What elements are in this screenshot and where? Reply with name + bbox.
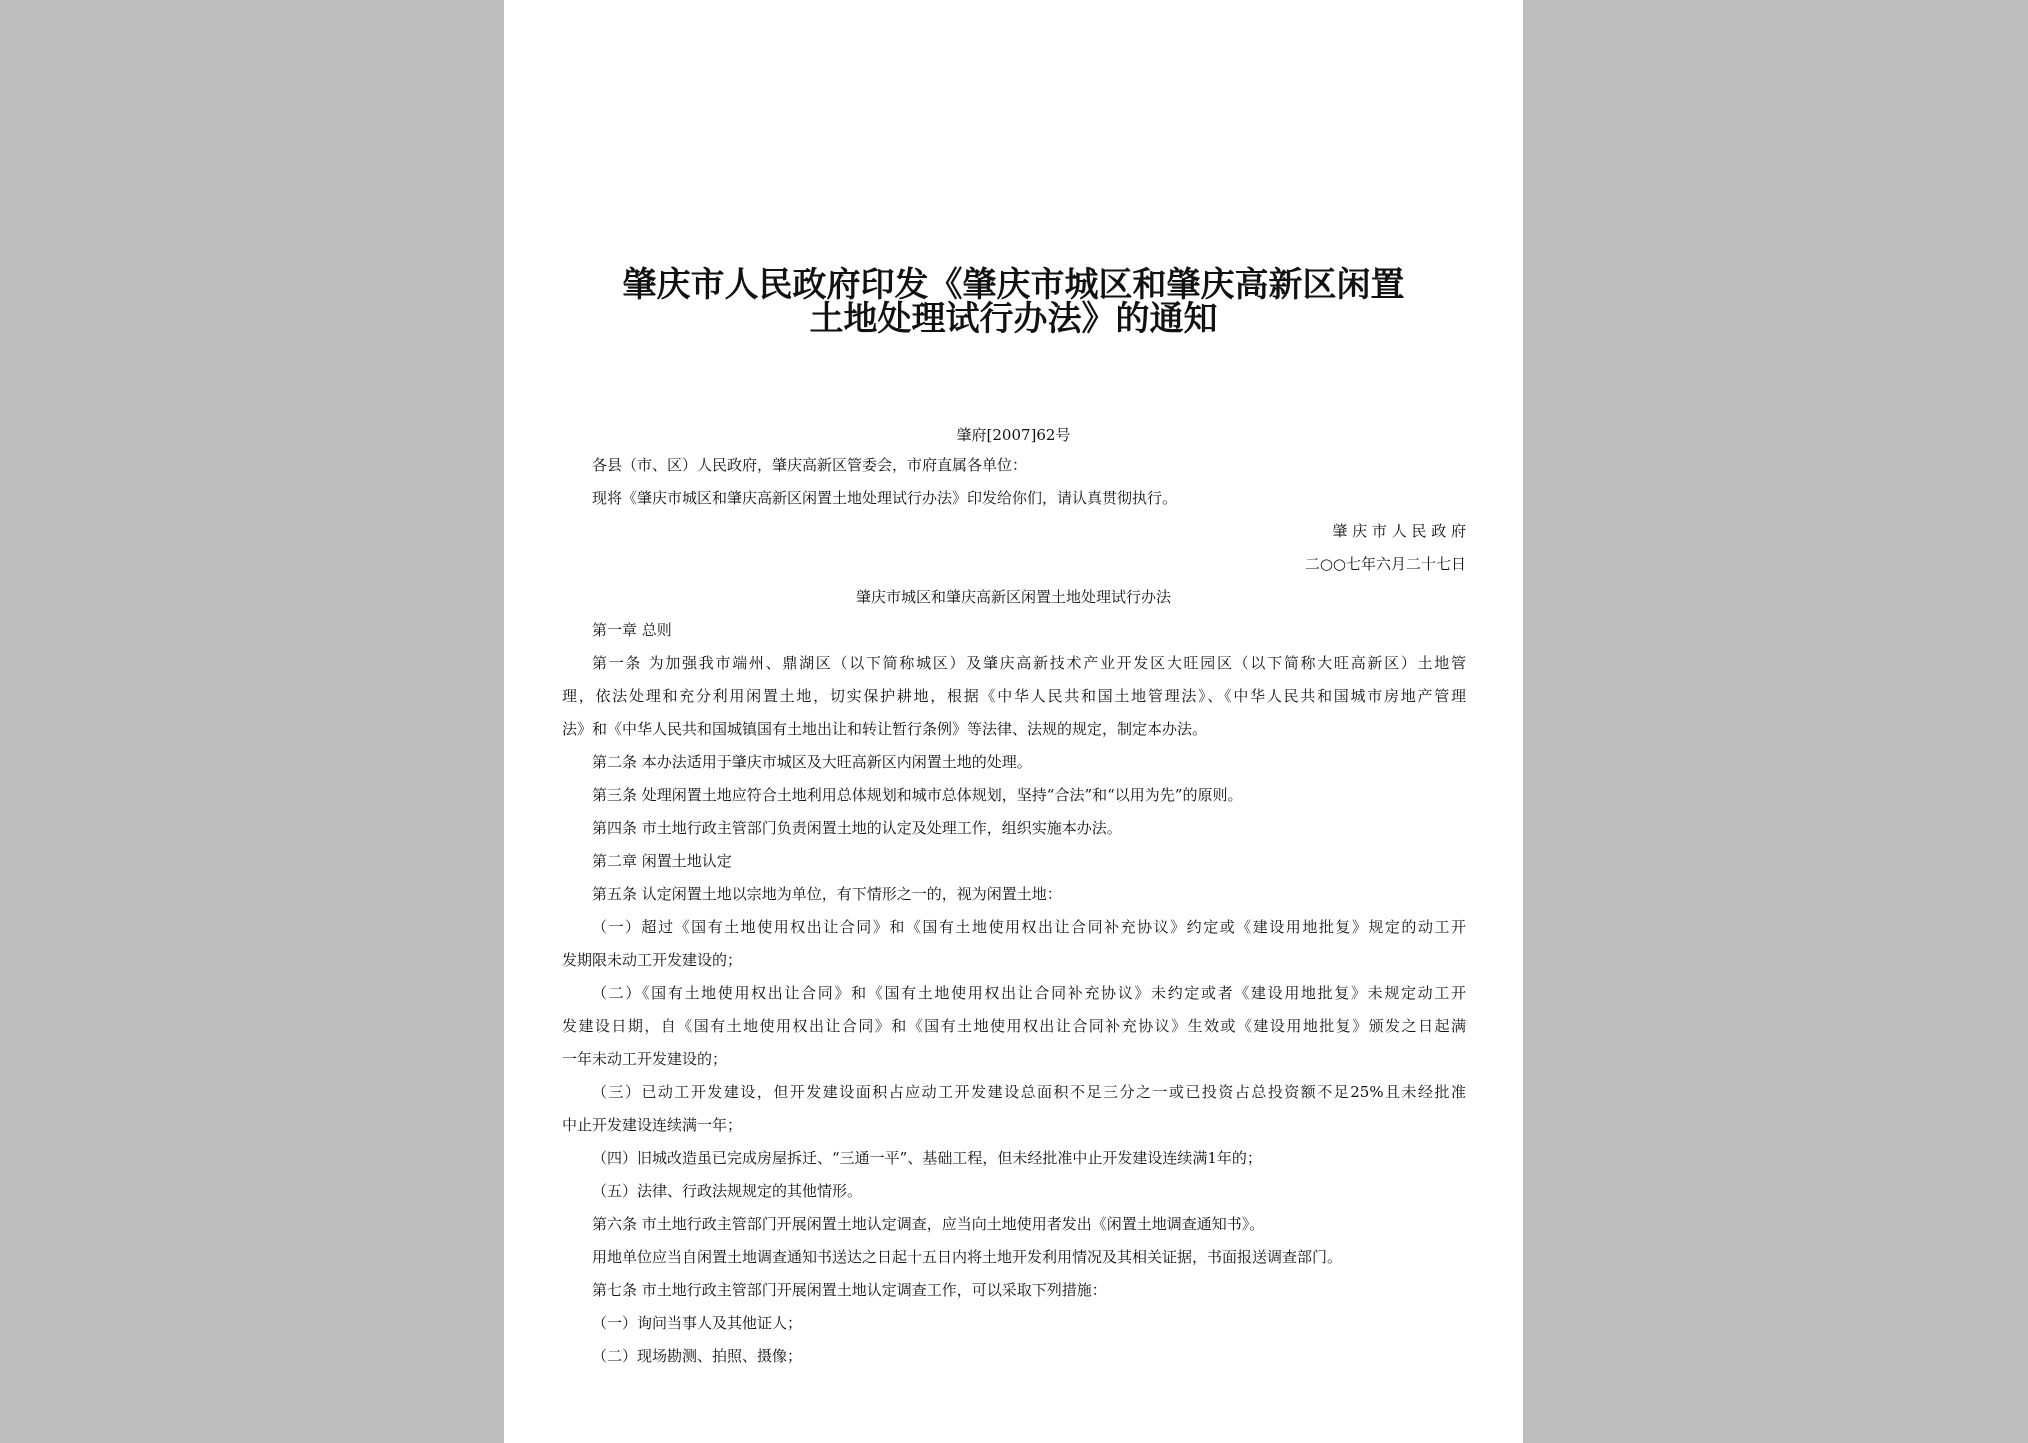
clause-line: 中止开发建设连续满一年； xyxy=(562,1116,743,1134)
issue-date: 二○○七年六月二十七日 xyxy=(1304,555,1466,573)
clause-line: 发期限未动工开发建设的； xyxy=(562,951,743,969)
article-line: 理，依法处理和充分利用闲置土地，切实保护耕地，根据《中华人民共和国土地管理法》、《中华人民共和国城市房地产管理 xyxy=(562,687,1466,705)
document-title-line-2: 土地处理试行办法》的通知 xyxy=(809,299,1218,339)
measures-body xyxy=(562,614,1466,1373)
article-line: 第四条 市土地行政主管部门负责闲置土地的认定及处理工作，组织实施本办法。 xyxy=(592,819,1122,837)
addressee: 各县（市、区）人民政府，肇庆高新区管委会，市府直属各单位： xyxy=(592,456,1028,474)
measures-title: 肇庆市城区和肇庆高新区闲置土地处理试行办法 xyxy=(855,588,1171,606)
chapter-heading: 第二章 闲置土地认定 xyxy=(592,852,732,870)
document-title-line-1: 肇庆市人民政府印发《肇庆市城区和肇庆高新区闲置 xyxy=(622,265,1405,305)
issuer: 肇 庆 市 人 民 政 府 xyxy=(1332,522,1466,540)
article-line: 第一条 为加强我市端州、鼎湖区（以下简称城区）及肇庆高新技术产业开发区大旺园区（以下简称大旺高新区）土地管 xyxy=(592,654,1466,672)
clause-line: 发建设日期，自《国有土地使用权出让合同》和《国有土地使用权出让合同补充协议》生效或《建设用地批复》颁发之日起满 xyxy=(562,1017,1466,1035)
chapter-heading: 第一章 总则 xyxy=(592,621,672,639)
article-line: 第五条 认定闲置土地以宗地为单位，有下情形之一的，视为闲置土地： xyxy=(592,885,1062,903)
article-line: 第三条 处理闲置土地应符合土地利用总体规划和城市总体规划，坚持“合法”和“以用为先”的原则。 xyxy=(592,786,1243,804)
notice-text: 现将《肇庆市城区和肇庆高新区闲置土地处理试行办法》印发给你们，请认真贯彻执行。 xyxy=(592,489,1178,507)
document-page xyxy=(504,0,1523,1443)
article-line: 第七条 市土地行政主管部门开展闲置土地认定调查工作，可以采取下列措施： xyxy=(592,1281,1107,1299)
clause-line: （一）超过《国有土地使用权出让合同》和《国有土地使用权出让合同补充协议》约定或《建设用地批复》规定的动工开 xyxy=(592,918,1466,936)
clause-line: 一年未动工开发建设的； xyxy=(562,1050,728,1068)
clause-line: （三）已动工开发建设，但开发建设面积占应动工开发建设总面积不足三分之一或已投资占总投资额不足25%且未经批准 xyxy=(592,1083,1466,1101)
clause-line: （一）询问当事人及其他证人； xyxy=(592,1314,803,1332)
article-line: 法》和《中华人民共和国城镇国有土地出让和转让暂行条例》等法律、法规的规定，制定本办法。 xyxy=(562,720,1208,738)
document-number: 肇府[2007]62号 xyxy=(956,426,1071,444)
clause-line: （四）旧城改造虽已完成房屋拆迁、“三通一平”、基础工程，但未经批准中止开发建设连续满1年的； xyxy=(592,1149,1262,1167)
article-line: 第六条 市土地行政主管部门开展闲置土地认定调查，应当向土地使用者发出《闲置土地调查通知书》。 xyxy=(592,1215,1265,1233)
article-line: 第二条 本办法适用于肇庆市城区及大旺高新区内闲置土地的处理。 xyxy=(592,753,1032,771)
clause-line: （二）《国有土地使用权出让合同》和《国有土地使用权出让合同补充协议》未约定或者《建设用地批复》未规定动工开 xyxy=(592,984,1466,1002)
clause-line: （二）现场勘测、拍照、摄像； xyxy=(592,1347,803,1365)
article-line: 用地单位应当自闲置土地调查通知书送达之日起十五日内将土地开发利用情况及其相关证据，书面报送调查部门。 xyxy=(592,1248,1343,1266)
clause-line: （五）法律、行政法规规定的其他情形。 xyxy=(592,1182,863,1200)
